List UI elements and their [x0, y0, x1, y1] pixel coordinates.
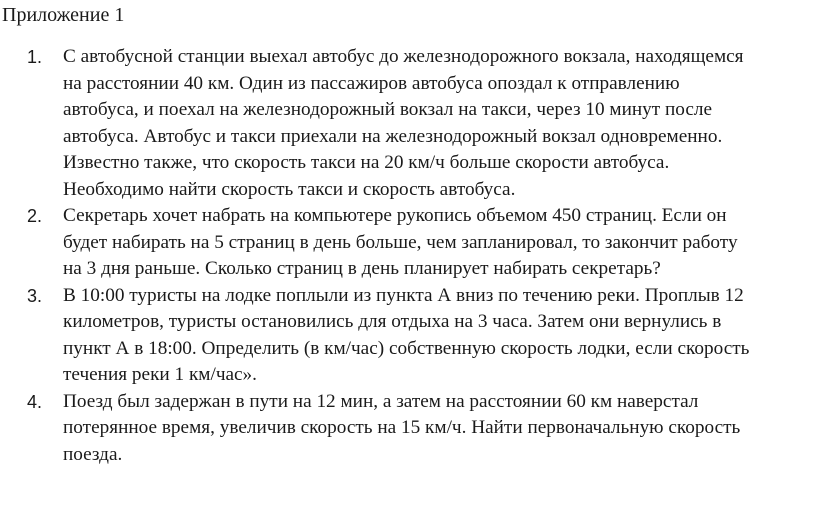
problem-item-3	[0, 283, 816, 389]
text-line: километров, туристы остановились для отдыха на 3 часа. Затем они вернулись в	[63, 311, 722, 332]
problem-item-1	[0, 44, 816, 203]
problem-text	[63, 44, 815, 203]
item-number: 3.	[27, 285, 43, 306]
problem-text	[63, 203, 815, 283]
text-line: на расстоянии 40 км. Один из пассажиров автобуса опоздал к отправлению	[63, 72, 680, 94]
problem-list	[0, 44, 816, 468]
text-line: В 10:00 туристы на лодке поплыли из пункта А вниз по течению реки. Проплыв 12	[63, 284, 744, 306]
text-line: пункт А в 18:00. Определить (в км/час) собственную скорость лодки, если скорость	[63, 337, 750, 359]
item-number: 2.	[27, 206, 43, 226]
text-line: Секретарь хочет набрать на компьютере рукопись объемом 450 страниц. Если он	[63, 205, 727, 226]
text-line: течения реки 1 км/час».	[63, 364, 257, 385]
problem-text	[63, 283, 815, 389]
problem-item-4	[0, 389, 816, 469]
text-line: автобуса, и поехал на железнодорожный вокзал на такси, через 10 минут после	[63, 99, 713, 120]
item-number: 1.	[27, 47, 43, 67]
text-line: Поезд был задержан в пути на 12 мин, а затем на расстоянии 60 км наверстал	[63, 390, 699, 412]
problem-item-2	[0, 203, 816, 283]
text-line: потерянное время, увеличив скорость на 15 км/ч. Найти первоначальную скорость	[63, 417, 741, 438]
item-number: 4.	[27, 391, 43, 412]
text-line: С автобусной станции выехал автобус до железнодорожного вокзала, находящемся	[63, 46, 744, 67]
text-line: Необходимо найти скорость такси и скорость автобуса.	[63, 178, 516, 200]
problem-text	[63, 389, 815, 469]
text-line: Известно также, что скорость такси на 20 км/ч больше скорости автобуса.	[63, 152, 670, 173]
text-line: автобуса. Автобус и такси приехали на железнодорожный вокзал одновременно.	[63, 125, 723, 147]
appendix-heading: Приложение 1	[2, 4, 125, 26]
text-line: на 3 дня раньше. Сколько страниц в день планирует набирать секретарь?	[63, 258, 661, 279]
text-line: будет набирать на 5 страниц в день больше, чем запланировал, то закончит работу	[63, 231, 738, 253]
text-line: поезда.	[63, 443, 123, 465]
